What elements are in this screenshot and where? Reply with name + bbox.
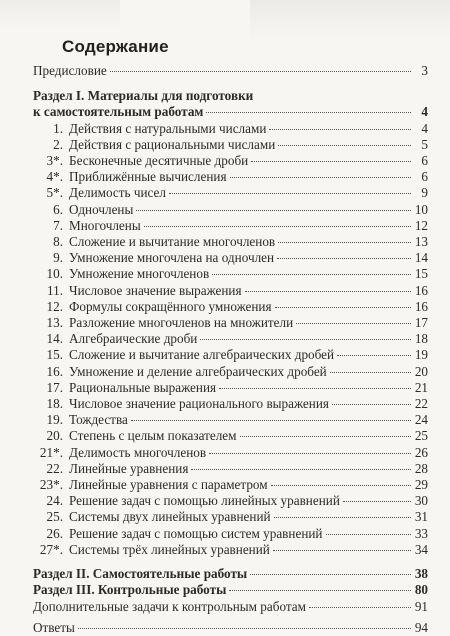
bleed-through-left [0, 0, 120, 30]
toc-entry[interactable] [33, 396, 428, 412]
toc-entry-title: Многочлены [69, 217, 141, 233]
spacer [33, 79, 428, 88]
dot-leader [110, 71, 411, 72]
toc-entry[interactable] [33, 331, 428, 347]
toc-entry-title: Решение задач с помощью линейных уравнений [69, 493, 340, 509]
toc-entry-number: 14. [46, 331, 63, 347]
dot-leader [230, 177, 411, 178]
toc-entry-page: 38 [414, 566, 428, 582]
dot-leader [200, 339, 411, 340]
toc-entry-title: Делимость многочленов [69, 444, 207, 460]
dot-leader [309, 607, 411, 608]
toc-entry-title: Действия с натуральными числами [69, 120, 267, 136]
toc-entry-page: 22 [414, 396, 428, 412]
toc-entry-title: Предисловие [33, 63, 107, 78]
toc-entry-title: Числовое значение выражения [69, 282, 242, 298]
dot-leader [330, 372, 411, 373]
toc-entry-page: 25 [414, 428, 428, 444]
dot-leader [144, 226, 411, 227]
toc-entry-title: Ответы [33, 619, 75, 635]
toc-entry[interactable] [33, 493, 428, 509]
toc-entry-page: 12 [414, 217, 428, 233]
toc-entry-title: Делимость чисел [69, 185, 166, 201]
toc-entry-number: 6. [53, 201, 63, 217]
toc-entry-page: 9 [421, 185, 428, 201]
toc-entry-page: 16 [414, 298, 428, 314]
toc-entry-number: 8. [53, 234, 63, 250]
dot-leader [278, 242, 411, 243]
toc-entry[interactable] [33, 620, 428, 636]
toc-entry-title: Сложение и вычитание многочленов [69, 234, 276, 250]
toc-entry[interactable] [33, 477, 428, 493]
toc-entry[interactable] [33, 121, 428, 137]
toc-entry[interactable] [33, 202, 428, 218]
toc-entry-page: 26 [414, 444, 428, 460]
toc-entry-page: 15 [414, 266, 428, 282]
dot-leader [271, 485, 411, 486]
dot-leader [136, 210, 411, 211]
toc-entry-page: 17 [414, 315, 428, 331]
toc-entry-page: 18 [414, 331, 428, 347]
toc-entry[interactable] [33, 185, 428, 201]
toc-entry[interactable] [33, 315, 428, 331]
toc-entry[interactable] [33, 380, 428, 396]
toc-entry-title: Умножение многочленов [69, 266, 210, 282]
toc-entry-page: 91 [414, 598, 428, 614]
toc-entry-title: Линейные уравнения [69, 460, 189, 476]
toc-entry-number: 23*. [39, 477, 63, 493]
toc-entry-title: Сложение и вычитание алгебраических дробей [69, 347, 335, 363]
toc-entry-title: Числовое значение рационального выражения [69, 396, 329, 412]
toc-entry-number: 19. [46, 412, 63, 428]
toc-entry[interactable] [33, 88, 428, 104]
toc-entry-page: 80 [414, 582, 428, 598]
toc-entry-number: 27*. [39, 541, 63, 557]
dot-leader [245, 291, 411, 292]
toc-entry-title: Бесконечные десятичные дроби [69, 153, 249, 169]
toc-entry-page: 13 [414, 234, 428, 250]
toc-entry[interactable] [33, 526, 428, 542]
toc-entry[interactable] [33, 153, 428, 169]
dot-leader [206, 112, 411, 113]
dot-leader [343, 501, 411, 502]
dot-leader [326, 534, 412, 535]
dot-leader [251, 161, 411, 162]
page-title: Содержание [62, 37, 169, 56]
dot-leader [269, 129, 411, 130]
toc-entry-title: Степень с целым показателем [69, 428, 237, 444]
toc-entry-number: 1. [53, 120, 63, 136]
dot-leader [131, 420, 411, 421]
toc-entry[interactable] [33, 599, 428, 615]
toc-entry-page: 6 [421, 153, 428, 169]
toc-entry-title: к самостоятельным работам [33, 104, 204, 120]
toc-entry[interactable] [33, 104, 428, 120]
toc-entry-number: 22. [46, 460, 63, 476]
toc-entry-page: 4 [421, 104, 428, 120]
toc-entry-page: 14 [414, 250, 428, 266]
toc-entry-title: Приближённые вычисления [69, 169, 227, 185]
dot-leader [78, 628, 411, 629]
toc-entry-page: 6 [421, 169, 428, 185]
toc-entry-title: Умножение многочлена на одночлен [69, 250, 275, 266]
toc-entry-page: 33 [414, 525, 428, 541]
toc-entry[interactable] [33, 250, 428, 266]
dot-leader [209, 453, 411, 454]
toc-entry[interactable] [33, 509, 428, 525]
toc-entry[interactable] [33, 582, 428, 598]
toc-entry-number: 26. [46, 525, 63, 541]
dot-leader [275, 307, 411, 308]
toc-entry[interactable] [33, 63, 428, 79]
toc-entry-title: Дополнительные задачи к контрольным работам [33, 598, 307, 614]
toc-entry-page: 21 [414, 379, 428, 395]
toc-entry[interactable] [33, 234, 428, 250]
toc-entry[interactable] [33, 461, 428, 477]
toc-entry-title: Формулы сокращённого умножения [69, 298, 272, 314]
dot-leader [212, 274, 411, 275]
toc-entry[interactable] [33, 137, 428, 153]
bleed-through-right [250, 0, 450, 40]
toc-entry-number: 10. [46, 266, 63, 282]
toc-entry-number: 20. [46, 428, 63, 444]
toc-entry-number: 9. [53, 250, 63, 266]
toc-entry-number: 16. [46, 363, 63, 379]
toc-entry[interactable] [33, 412, 428, 428]
toc-entry-page: 29 [414, 477, 428, 493]
toc-entry-number: 18. [46, 396, 63, 412]
toc-entry-number: 21*. [39, 444, 63, 460]
dot-leader [273, 550, 411, 551]
toc-entry-title: Раздел I. Материалы для подготовки [33, 88, 254, 104]
toc-entry-title: Разложение многочленов на множители [69, 315, 294, 331]
toc-entry-number: 5*. [46, 185, 63, 201]
dot-leader [240, 436, 412, 437]
toc-entry-number: 13. [46, 315, 63, 331]
toc-entry-title: Алгебраические дроби [69, 331, 198, 347]
toc-entry[interactable] [33, 445, 428, 461]
dot-leader [219, 388, 411, 389]
toc-entry[interactable] [33, 428, 428, 444]
toc-entry[interactable] [33, 347, 428, 363]
spacer [33, 558, 428, 566]
toc-entry-page: 5 [421, 136, 428, 152]
toc-entry[interactable] [33, 169, 428, 185]
toc-entry-number: 2. [53, 136, 63, 152]
toc-entry-page: 24 [414, 412, 428, 428]
toc-entry-number: 3*. [46, 153, 63, 169]
toc-entry[interactable] [33, 218, 428, 234]
dot-leader [296, 323, 411, 324]
toc-entry-page: 20 [414, 363, 428, 379]
dot-leader [191, 469, 411, 470]
toc-entry-page: 31 [414, 509, 428, 525]
toc-entry-page: 34 [414, 541, 428, 557]
table-of-contents [33, 63, 428, 636]
toc-entry-number: 12. [46, 298, 63, 314]
toc-entry-title: Одночлены [69, 201, 134, 217]
toc-entry-title: Системы двух линейных уравнений [69, 509, 271, 525]
toc-entry-title: Тождества [69, 412, 128, 428]
toc-entry-page: 4 [421, 120, 428, 136]
toc-entry-page: 10 [414, 201, 428, 217]
toc-entry-title: Линейные уравнения с параметром [69, 477, 268, 493]
toc-entry[interactable] [33, 266, 428, 282]
toc-entry-title: Действия с рациональными числами [69, 136, 276, 152]
toc-entry-number: 7. [53, 217, 63, 233]
toc-entry-number: 25. [46, 509, 63, 525]
toc-entry-page: 28 [414, 460, 428, 476]
toc-entry[interactable] [33, 566, 428, 582]
dot-leader [278, 145, 411, 146]
toc-entry-title: Раздел III. Контрольные работы [33, 582, 227, 598]
toc-entry-title: Раздел II. Самостоятельные работы [33, 566, 248, 582]
toc-entry-number: 15. [46, 347, 63, 363]
dot-leader [169, 193, 411, 194]
toc-entry-page: 16 [414, 282, 428, 298]
toc-entry-title: Умножение и деление алгебраических дробей [69, 363, 327, 379]
toc-entry[interactable] [33, 299, 428, 315]
toc-entry-page: 30 [414, 493, 428, 509]
toc-entry-page: 19 [414, 347, 428, 363]
dot-leader [337, 355, 411, 356]
dot-leader [229, 590, 411, 591]
dot-leader [332, 404, 411, 405]
toc-entry-page: 94 [414, 619, 428, 635]
toc-entry-title: Решение задач с помощью систем уравнений [69, 525, 323, 541]
toc-entry-number: 24. [46, 493, 63, 509]
toc-entry-title: Рациональные выражения [69, 379, 217, 395]
dot-leader [274, 517, 411, 518]
toc-entry[interactable] [33, 364, 428, 380]
toc-entry-number: 17. [46, 379, 63, 395]
toc-entry-number: 4*. [46, 169, 63, 185]
toc-entry-number: 11. [47, 282, 63, 298]
toc-entry[interactable] [33, 542, 428, 558]
toc-entry[interactable] [33, 283, 428, 299]
toc-entry-title: Системы трёх линейных уравнений [69, 541, 270, 557]
dot-leader [277, 258, 411, 259]
toc-entry-page: 3 [421, 63, 428, 78]
dot-leader [250, 574, 411, 575]
